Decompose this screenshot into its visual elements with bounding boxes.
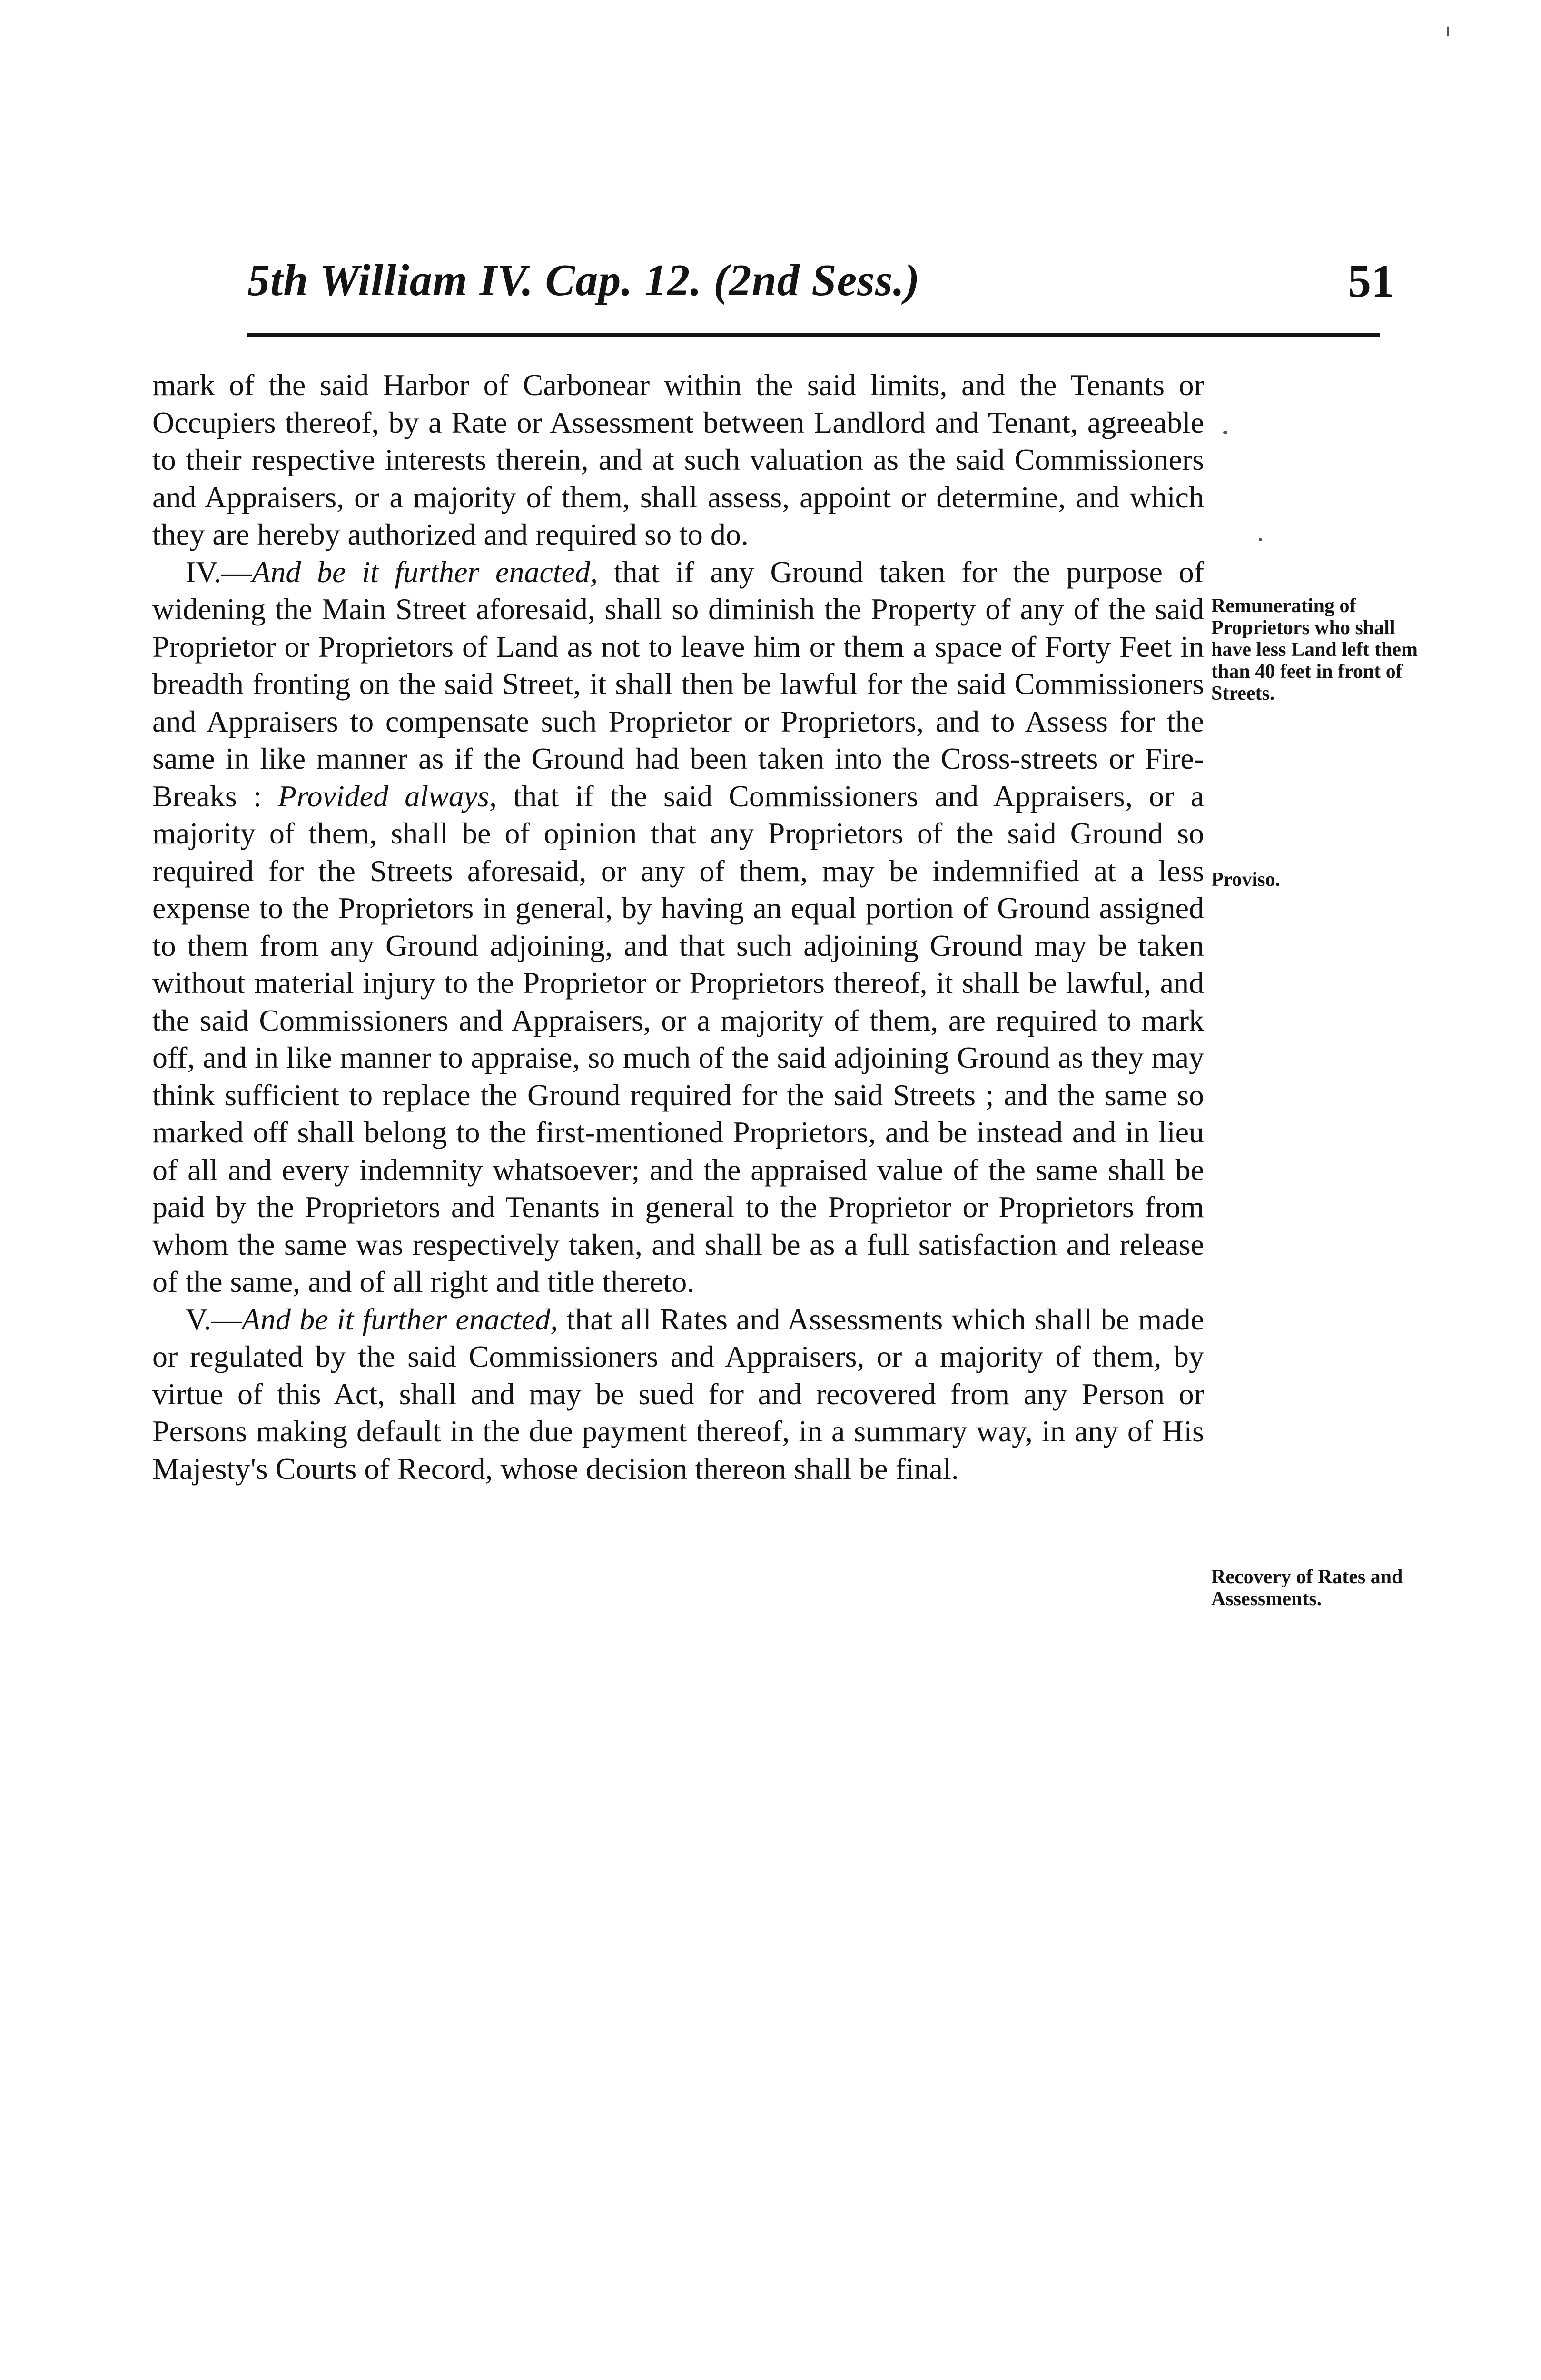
section-iv-paragraph <box>152 554 1204 1301</box>
section-text: that all Rates and Assessments which shall be made or regulated by the said Commissioners and Appraisers, or a majority of them, by virtue of this Act, shall and may be sued for and recovered from any Person or Persons making default in the due payment thereof, in a summary way, in any of His Majesty's Courts of Record, whose decision thereon shall be final. <box>152 1302 1205 1486</box>
proviso-phrase: Provided always, <box>277 779 497 813</box>
header-divider <box>247 333 1380 337</box>
proviso-text: that if the said Commissioners and Appraisers, or a majority of them, shall be of opinion that any Proprietors of the said Ground so required for the Streets aforesaid, or any of them, may be indemnified at a less expense to the Proprietors in general, by having an equal portion of Ground assigned to them from any Ground adjoining, and that such adjoining Ground may be taken without material injury to the Proprietor or Proprietors thereof, it shall be lawful, and the said Commissioners and Appraisers, or a majority of them, are required to mark off, and in like manner to appraise, so much of the said adjoining Ground as they may think sufficient to replace the Ground required for the said Streets ; and the same so marked off shall belong to the first-mentioned Proprietors, and be instead and in lieu of all and every indemnity whatsoever; and the appraised value of the same shall be paid by the Proprietors and Tenants in general to the Proprietor or Proprietors from whom the same was respectively taken, and shall be as a full satisfaction and release of the same, and of all right and title thereto. <box>152 779 1204 1299</box>
enacting-phrase: And be it further enacted, <box>241 1302 558 1336</box>
scan-speck <box>1223 431 1227 434</box>
scan-speck <box>1259 538 1262 541</box>
section-number: IV.— <box>186 555 252 589</box>
page-title: 5th William IV. Cap. 12. (2nd Sess.) <box>247 256 920 305</box>
page-number: 51 <box>1348 256 1394 307</box>
act-body <box>152 367 1204 1488</box>
margin-note-proviso: Proviso. <box>1211 869 1281 891</box>
section-text: that if any Ground taken for the purpose of widening the Main Street aforesaid, shall so diminish the Property of any of the said Proprietor or Proprietors of Land as not to leave him or them a space of Forty Feet in breadth fronting on the said Street, it shall then be lawful for the said Commissioners and Appraisers to compensate such Proprietor or Proprietors, and to Assess for the same in like manner as if the Ground had been taken into the Cross-streets or Fire-Breaks : <box>152 555 1205 813</box>
paragraph-continuation: mark of the said Harbor of Carbonear within the said limits, and the Tenants or Occupiers thereof, by a Rate or Assessment between Landlord and Tenant, agreeable to their respective interests therein, and at such valuation as the said Commissioners and Appraisers, or a majority of them, shall assess, appoint or determine, and which they are hereby authorized and required so to do. <box>152 368 1204 551</box>
margin-note-recovery: Recovery of Rates and Assessments. <box>1211 1566 1403 1610</box>
section-v-paragraph <box>152 1301 1204 1488</box>
section-number: V.— <box>186 1302 242 1336</box>
enacting-phrase: And be it further enacted, <box>252 555 598 589</box>
scan-speck <box>1447 26 1449 37</box>
margin-note-remunerating: Remunerating of Proprietors who shall have less Land left them than 40 feet in front of Streets. <box>1211 595 1418 704</box>
page-header <box>247 240 1404 307</box>
